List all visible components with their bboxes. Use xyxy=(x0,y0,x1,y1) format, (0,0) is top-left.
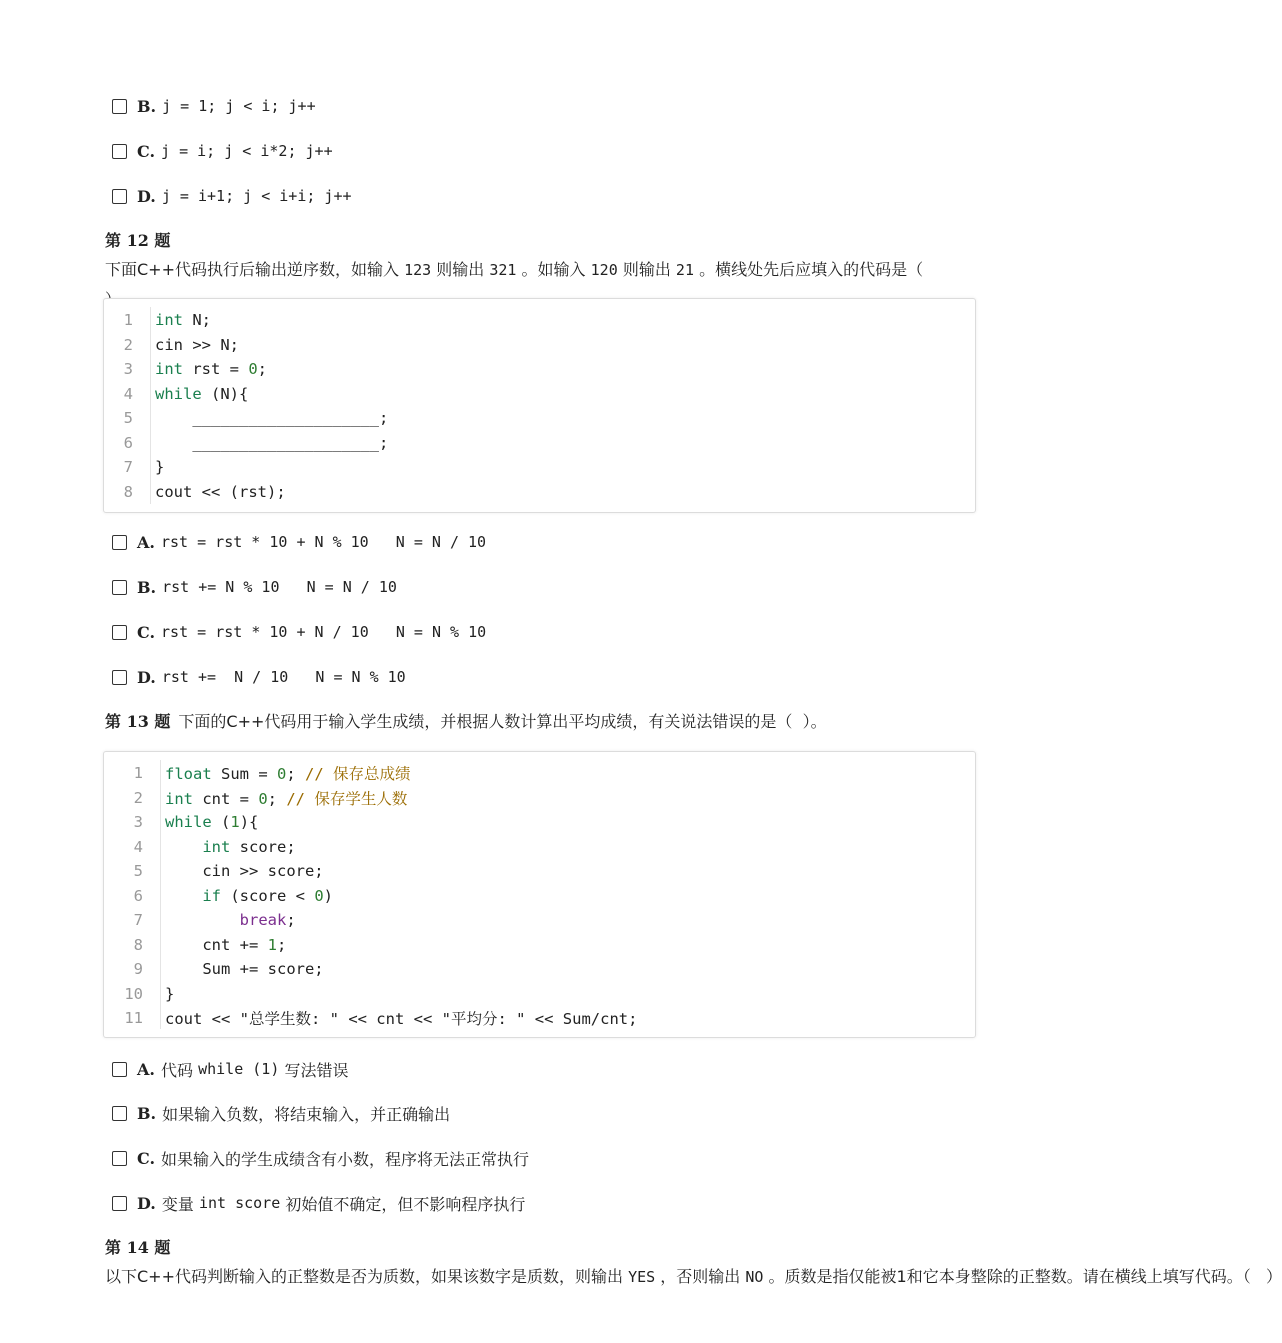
line-number: 6 xyxy=(133,886,143,905)
q12-option-a[interactable]: A. rst = rst * 10 + N % 10 N = N / 10 xyxy=(112,530,486,554)
code-text: int rst = 0; xyxy=(155,360,268,378)
code-text: float Sum = 0; // 保存总成绩 xyxy=(165,765,411,783)
code-line xyxy=(104,431,388,455)
q11-option-b[interactable]: B. j = 1; j < i; j++ xyxy=(112,94,316,118)
checkbox[interactable] xyxy=(112,1151,127,1166)
code-text: cnt += 1; xyxy=(165,935,287,954)
code-text: Sum += score; xyxy=(165,960,324,978)
code-line xyxy=(104,786,407,810)
code-line xyxy=(104,933,286,957)
code-text: int score; xyxy=(202,837,296,856)
code-line xyxy=(104,982,174,1006)
code-text: } xyxy=(155,458,165,476)
q13-question: 第 13 题 下面的C++代码用于输入学生成绩，并根据人数计算出平均成绩，有关说法错误的是（ ）。 xyxy=(105,712,827,731)
line-number: 2 xyxy=(133,788,143,807)
code-line xyxy=(104,1006,637,1030)
q13-option-d[interactable]: D. 变量 int score 初始值不确定，但不影响程序执行 xyxy=(112,1191,525,1215)
code-line xyxy=(104,957,324,981)
q14-question: 第 14 题以下C++代码判断输入的正整数是否为质数，如果该数字是质数，则输出 YES ，否则输出 NO 。质数是指仅能被1和它本身整除的正整数。请在横线上填写代码。（ ） xyxy=(105,1238,1282,1286)
code-line xyxy=(104,884,333,908)
code-text: int N; xyxy=(155,311,211,329)
line-number: 1 xyxy=(123,311,133,329)
line-number: 7 xyxy=(133,911,143,929)
q11-option-c[interactable]: C. j = i; j < i*2; j++ xyxy=(112,139,333,163)
line-number: 5 xyxy=(123,409,133,427)
code-text: } xyxy=(165,984,175,1003)
line-number: 7 xyxy=(123,458,133,476)
code-text: ____________________; xyxy=(155,433,389,452)
line-number: 10 xyxy=(124,984,143,1003)
code-line xyxy=(104,810,258,834)
code-text: if (score < 0) xyxy=(202,886,334,905)
line-number: 5 xyxy=(133,862,143,880)
code-line xyxy=(104,382,248,406)
line-number: 4 xyxy=(133,837,143,856)
question-number: 第 14 题 xyxy=(105,1238,171,1257)
q12-code-block xyxy=(103,298,976,513)
question-number: 第 13 题 xyxy=(105,712,171,731)
checkbox[interactable] xyxy=(112,1196,127,1211)
line-number: 6 xyxy=(123,433,133,452)
q12-option-c[interactable]: C. rst = rst * 10 + N / 10 N = N % 10 xyxy=(112,620,486,644)
q13-option-b[interactable]: B. 如果输入负数，将结束输入，并正确输出 xyxy=(112,1101,450,1125)
q12-option-d[interactable]: D. rst += N / 10 N = N % 10 xyxy=(112,665,406,689)
code-text: while (N){ xyxy=(155,384,249,403)
code-text: ____________________; xyxy=(155,409,389,427)
line-number: 8 xyxy=(133,935,143,954)
q13-option-c[interactable]: C. 如果输入的学生成绩含有小数，程序将无法正常执行 xyxy=(112,1146,529,1170)
code-line xyxy=(104,859,324,883)
code-line xyxy=(104,357,267,381)
checkbox[interactable] xyxy=(112,99,127,114)
question-number: 第 12 题 xyxy=(105,231,171,250)
q12-question: 第 12 题下面C++代码执行后输出逆序数，如输入 123 则输出 321 。如输入 120 则输出 21 。横线处先后应填入的代码是（ xyxy=(105,231,924,279)
code-line xyxy=(104,333,239,357)
code-text: while (1){ xyxy=(165,813,259,831)
code-line xyxy=(104,480,286,504)
checkbox[interactable] xyxy=(112,1062,127,1077)
code-text: cout << "总学生数: " << cnt << "平均分: " << Sum/cnt; xyxy=(165,1010,638,1028)
code-text: cin >> N; xyxy=(155,335,239,354)
checkbox[interactable] xyxy=(112,625,127,640)
code-line xyxy=(104,455,164,479)
code-text: cout << (rst); xyxy=(155,482,286,501)
line-number: 11 xyxy=(124,1009,143,1027)
checkbox[interactable] xyxy=(112,670,127,685)
code-line xyxy=(104,835,296,859)
line-number: 3 xyxy=(133,813,143,831)
code-line xyxy=(104,308,211,332)
q11-option-d[interactable]: D. j = i+1; j < i+i; j++ xyxy=(112,184,352,208)
checkbox[interactable] xyxy=(112,1106,127,1121)
checkbox[interactable] xyxy=(112,189,127,204)
code-text: cin >> score; xyxy=(165,862,324,880)
q13-code-block xyxy=(103,751,976,1038)
line-number: 4 xyxy=(123,384,133,403)
code-text: break; xyxy=(239,911,296,929)
q13-option-a[interactable]: A. 代码 while (1) 写法错误 xyxy=(112,1057,348,1081)
code-line xyxy=(104,761,411,785)
line-number: 1 xyxy=(133,764,143,782)
line-number: 8 xyxy=(123,482,133,501)
checkbox[interactable] xyxy=(112,580,127,595)
code-line xyxy=(104,908,296,932)
checkbox[interactable] xyxy=(112,144,127,159)
q12-option-b[interactable]: B. rst += N % 10 N = N / 10 xyxy=(112,575,397,599)
line-number: 3 xyxy=(123,360,133,378)
code-text: int cnt = 0; // 保存学生人数 xyxy=(165,789,408,808)
line-number: 2 xyxy=(123,335,133,354)
code-line xyxy=(104,406,388,430)
checkbox[interactable] xyxy=(112,535,127,550)
line-number: 9 xyxy=(133,960,143,978)
